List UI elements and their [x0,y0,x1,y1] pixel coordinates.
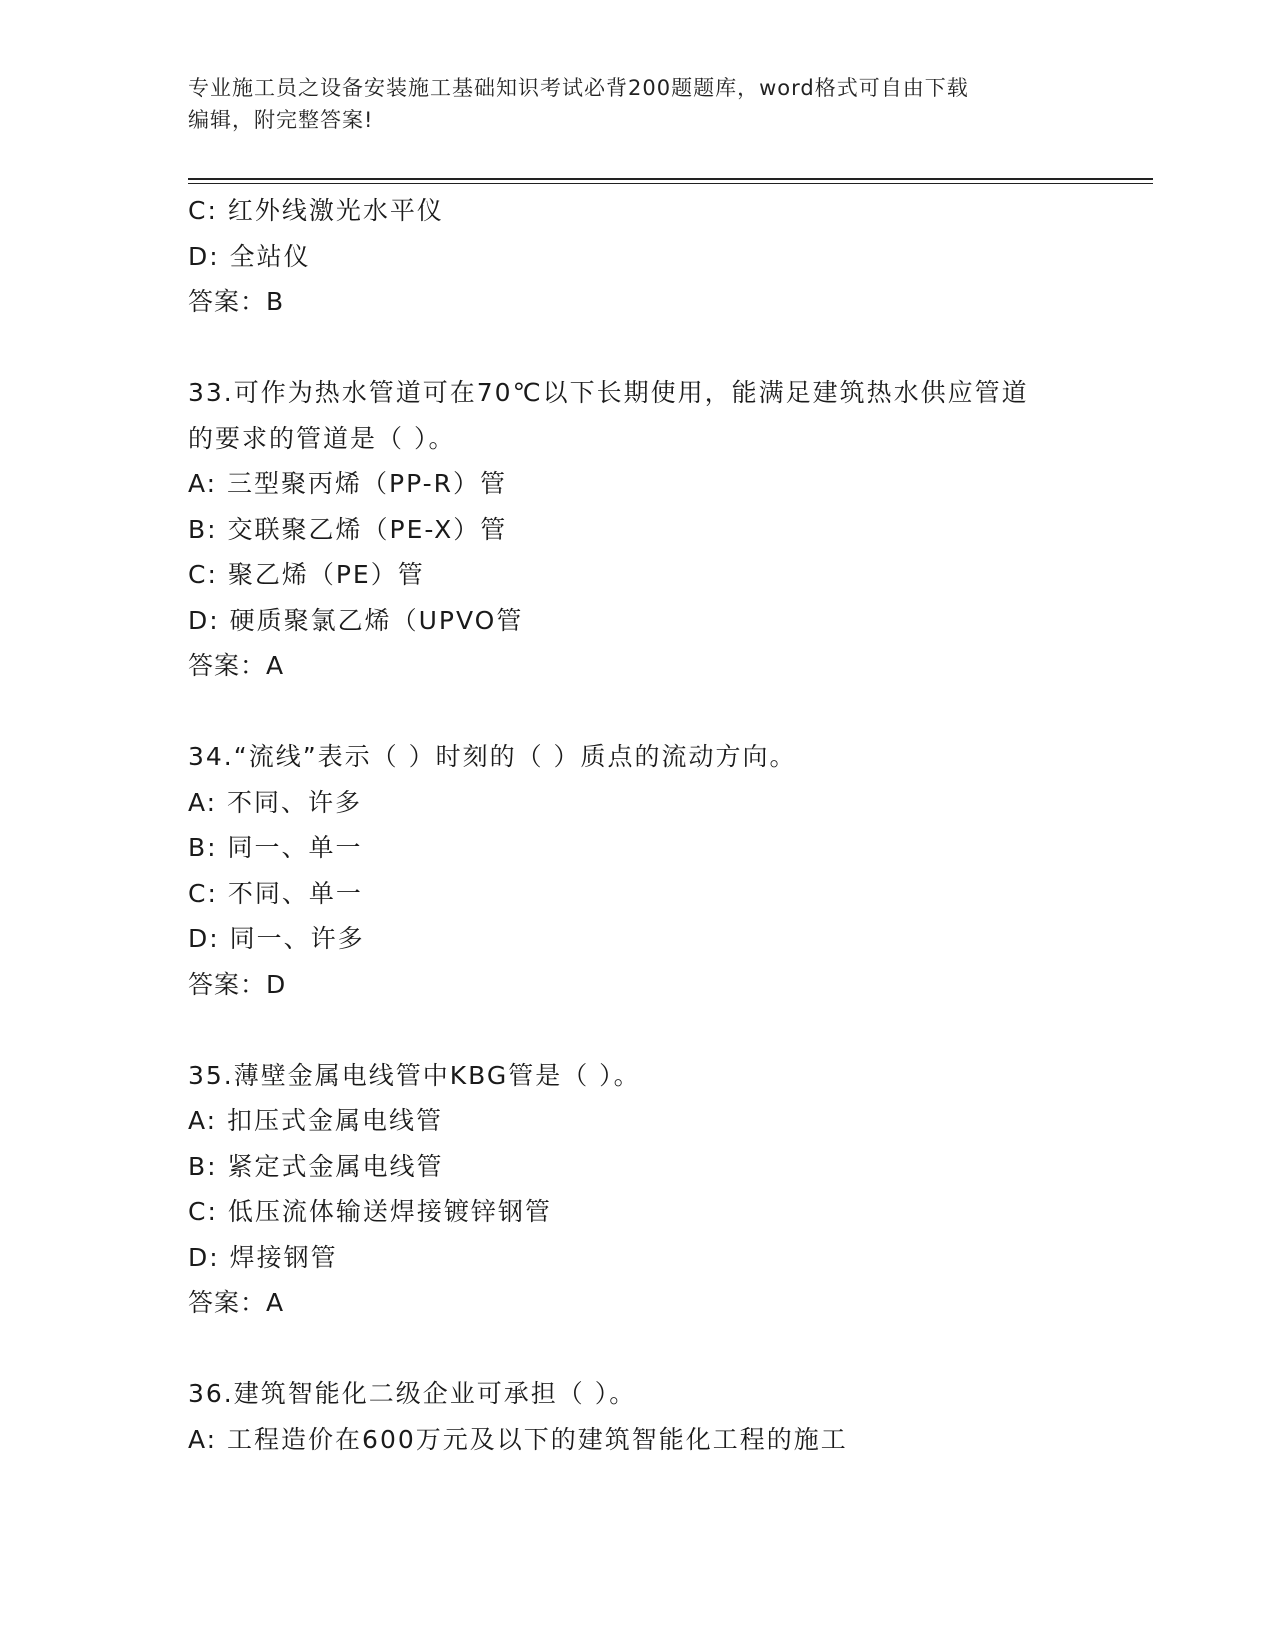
q32-option-c: C: 红外线激光水平仪 [188,196,444,225]
q35-answer: 答案：A [188,1288,285,1317]
q34-option-a: A: 不同、许多 [188,787,363,817]
q34-option-b: B: 同一、单一 [188,833,363,862]
q35-stem: 35.薄壁金属电线管中KBG管是（ ）。 [188,1060,641,1090]
q35-option-a: A: 扣压式金属电线管 [188,1106,444,1135]
q36-stem: 36.建筑智能化二级企业可承担（ ）。 [188,1379,637,1408]
spacer [188,1007,1148,1053]
header-divider-thick [188,178,1153,180]
spacer [188,1326,1148,1372]
q33-option-b: B: 交联聚乙烯（PE-X）管 [188,514,508,544]
q34-option-d: D: 同一、许多 [188,924,365,953]
header-line-1: 专业施工员之设备安装施工基础知识考试必背200题题库，word格式可自由下载 [188,76,969,100]
q32-answer: 答案：B [188,287,285,316]
document-header [188,72,1088,136]
q32-option-d: D: 全站仪 [188,241,311,271]
q33-option-c: C: 聚乙烯（PE）管 [188,560,425,589]
header-line-2: 编辑，附完整答案! [188,108,374,132]
spacer [188,689,1148,735]
q34-stem: 34.“流线”表示（ ）时刻的（ ）质点的流动方向。 [188,742,797,771]
header-divider-thin [188,183,1153,184]
question-list [188,188,1148,1462]
q35-option-d: D: 焊接钢管 [188,1242,338,1272]
q33-answer: 答案：A [188,651,285,680]
q33-stem-line-2: 的要求的管道是（ ）。 [188,423,456,453]
q34-option-c: C: 不同、单一 [188,878,363,908]
q33-option-a: A: 三型聚丙烯（PP-R）管 [188,469,508,498]
q35-option-b: B: 紧定式金属电线管 [188,1151,444,1181]
q33-stem-line-1: 33.可作为热水管道可在70℃以下长期使用，能满足建筑热水供应管道 [188,378,1029,407]
q34-answer: 答案：D [188,969,287,999]
spacer [188,325,1148,371]
q36-option-a: A: 工程造价在600万元及以下的建筑智能化工程的施工 [188,1424,848,1454]
q33-option-d: D: 硬质聚氯乙烯（UPVO管 [188,605,524,635]
q35-option-c: C: 低压流体输送焊接镀锌钢管 [188,1197,552,1226]
